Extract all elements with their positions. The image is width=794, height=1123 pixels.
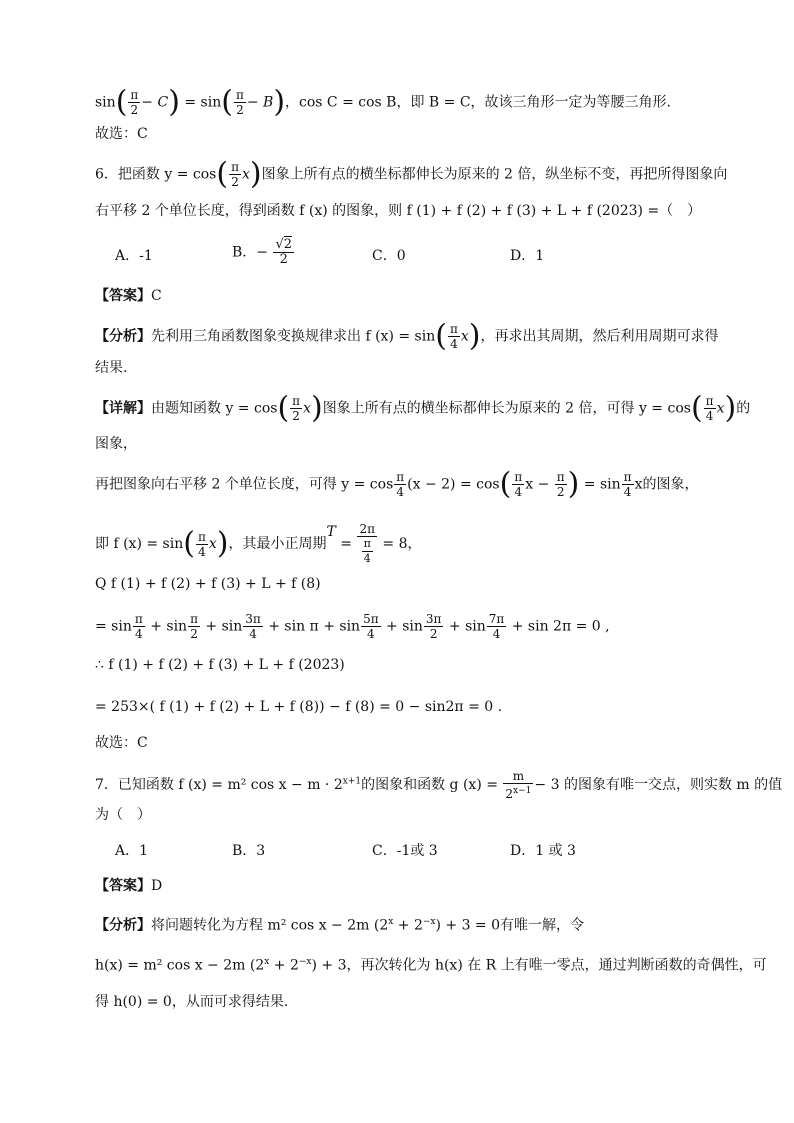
q6-sum-line2: = sin $\frac{\pi}{4}$ + sin $\frac{\pi}{2}$ + sin $\frac{3\pi}{4}$ + sin π + sin $\frac{5\pi}{4}$ + sin $\frac{3\pi}{2}$ + sin $\frac{7\pi}{4}$ + sin 2π = 0 ,	[95, 612, 610, 641]
q6-detail-line4: 即 f (x) = sin( $\frac{\pi}{4}$ x)，其最小正周期T = $\frac{2\pi}{\frac{\pi}{4}}$ = 8，	[95, 522, 422, 565]
q7-stem-line2: 为（ ）	[95, 807, 151, 823]
q7-option-d[interactable]: D．1 或 3	[510, 843, 576, 859]
q6-option-d[interactable]: D．1	[510, 248, 545, 264]
q6-stem-line2: 右平移 2 个单位长度，得到函数 f (x) 的图象，则 f (1) + f (2) + f (3) + L + f (2023) =（ ）	[95, 203, 702, 219]
q6-stem-line1: 6．把函数 y = cos( $\frac{\pi}{2}$ x)图象上所有点的横坐标都伸长为原来的 2 倍，纵坐标不变，再把所得图象向	[95, 156, 728, 192]
q6-analysis-line2: 结果.	[95, 360, 128, 376]
q7-option-a[interactable]: A．1	[115, 843, 149, 859]
q7-option-c[interactable]: C．-1或 3	[372, 843, 438, 859]
q5-conclusion-text: ，cos C = cos B，即 B = C，故该三角形一定为等腰三角形.	[285, 94, 672, 111]
q5-conclusion-line: sin( $\frac{\pi}{2}$ − C) = sin( $\frac{\pi}{2}$ − B)，cos C = cos B，即 B = C，故该三角形一定为等腰三角形.	[95, 84, 672, 120]
q6-option-a[interactable]: A．-1	[115, 248, 153, 264]
q7-analysis-line1: 【分析】将问题转化为方程 m² cos x − 2m $(2^x + 2^{-x}) + 3 = 0$有唯一解，令	[95, 917, 585, 934]
q7-option-b[interactable]: B．3	[232, 843, 266, 859]
q6-answer: 【答案】C	[95, 288, 162, 304]
q6-detail-line1: 【详解】由题知函数 y = cos( $\frac{\pi}{2}$ x)图象上所有点的横坐标都伸长为原来的 2 倍，可得 y = cos( $\frac{\pi}{4}$ x)的	[95, 390, 751, 426]
q6-sum-line4: = 253×( f (1) + f (2) + L + f (8)) − f (8) = 0 − sin2π = 0 .	[95, 699, 503, 715]
q6-option-c[interactable]: C．0	[372, 248, 406, 264]
q7-analysis-line2: h(x) = m² cos x − 2m $(2^x + 2^{-x}) + 3$，再次转化为 h(x) 在 R 上有唯一零点，通过判断函数的奇偶性，可	[95, 957, 767, 974]
q6-analysis-line1: 【分析】先利用三角函数图象变换规律求出 f (x) = sin( $\frac{\pi}{4}$ x)，再求出其周期，然后利用周期可求得	[95, 318, 719, 354]
q6-option-b[interactable]: B．− $\frac{√2}{2}$	[232, 237, 293, 267]
q6-detail-line3: 再把图象向右平移 2 个单位长度，可得 y = cos $\frac{\pi}{4}$ (x − 2) = cos( $\frac{\pi}{4}$ x − $\frac{\pi}{2}$ ) = sin $\frac{\pi}{4}$ x的图象，	[95, 466, 699, 502]
q7-analysis-line3: 得 h(0) = 0，从而可求得结果.	[95, 994, 289, 1010]
q6-detail-line2: 图象，	[95, 436, 137, 452]
q6-final-answer: 故选：C	[95, 735, 148, 751]
q7-answer: 【答案】D	[95, 878, 163, 894]
q5-final-answer: 故选：C	[95, 126, 148, 142]
q6-sum-line3: ∴ f (1) + f (2) + f (3) + L + f (2023)	[95, 657, 345, 673]
q7-stem-line1: 7．已知函数 f (x) = m² $\cos x - m \cdot 2^{x+1}$的图象和函数 g (x) = $\frac{m}{2^{x-1}}$ − 3 的图象有唯一交点，则实数 m 的值	[95, 769, 783, 801]
q6-sum-line1: Q f (1) + f (2) + f (3) + L + f (8)	[95, 576, 321, 592]
